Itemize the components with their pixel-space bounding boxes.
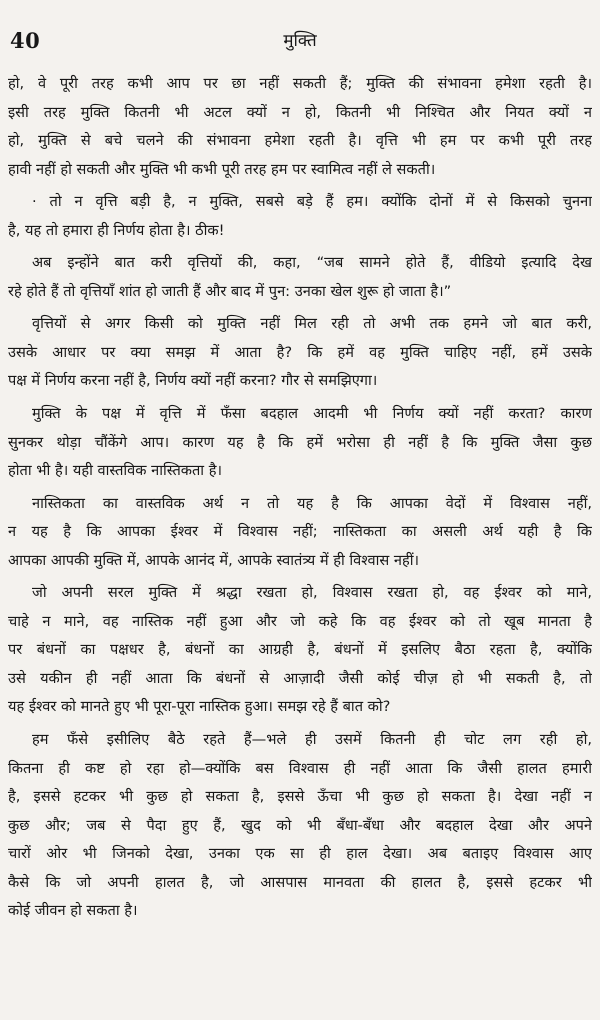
running-title: मुक्ति bbox=[283, 31, 317, 51]
page-number: 40 bbox=[10, 28, 41, 53]
text-line: मुक्ति के पक्ष में वृत्ति में फँसा बदहाल आदमी भी निर्णय क्यों नहीं करता? कारण bbox=[32, 405, 592, 423]
paragraph bbox=[8, 188, 592, 245]
text-line: पक्ष में निर्णय करना नहीं है, निर्णय क्यों नहीं करना? गौर से समझिएगा। bbox=[8, 372, 378, 390]
paragraph bbox=[8, 249, 592, 306]
text-line: उसके आधार पर क्या समझ में आता है? कि हमें वह मुक्ति चाहिए नहीं, हमें उसके bbox=[8, 343, 592, 361]
text-line: है, इससे हटकर भी कुछ हो सकता है, इससे ऊँचा भी कुछ हो सकता है। देखा नहीं न bbox=[8, 788, 592, 806]
text-line: यह ईश्वर को मानते हुए भी पूरा-पूरा नास्तिक हुआ। समझ रहे हैं बात को? bbox=[8, 698, 391, 716]
text-line: नास्तिकता का वास्तविक अर्थ न तो यह है कि आपका वेदों में विश्वास नहीं, bbox=[32, 494, 592, 512]
text-line: हो, वे पूरी तरह कभी आप पर छा नहीं सकती हैं; मुक्ति की संभावना हमेशा रहती है। bbox=[8, 75, 592, 92]
text-line: अब इन्होंने बात करी वृत्तियों की, कहा, “जब सामने होते हैं, वीडियो इत्यादि देख bbox=[32, 254, 592, 272]
text-line: हो, मुक्ति से बचे चलने की संभावना हमेशा रहती है। वृत्ति भी हम पर कभी पूरी तरह bbox=[8, 132, 592, 150]
body-text bbox=[8, 70, 592, 926]
paragraph bbox=[8, 726, 592, 926]
text-line: सुनकर थोड़ा चौंकेंगे आप। कारण यह है कि हमें भरोसा ही नहीं है कि मुक्ति जैसा कुछ bbox=[8, 433, 592, 451]
text-line: कुछ और; जब से पैदा हुए हैं, खुद को भी बँधा-बँधा और बदहाल देखा और अपने bbox=[8, 816, 592, 834]
text-line: है, यह तो हमारा ही निर्णय होता है। ठीक! bbox=[8, 221, 225, 239]
text-line: न यह है कि आपका ईश्वर में विश्वास नहीं; नास्तिकता का असली अर्थ यही है कि bbox=[8, 523, 592, 541]
paragraph bbox=[8, 400, 592, 486]
text-line: · तो न वृत्ति बड़ी है, न मुक्ति, सबसे बड़े हैं हम। क्योंकि दोनों में से किसको चुनना bbox=[32, 193, 592, 211]
text-line: हावी नहीं हो सकती और मुक्ति भी कभी पूरी तरह हम पर स्वामित्व नहीं ले सकती। bbox=[8, 160, 436, 178]
text-line: चारों ओर भी जिनको देखा, उनका एक सा ही हाल देखा। अब बताइए विश्वास आए bbox=[8, 845, 592, 863]
text-line: उसे यकीन ही नहीं आता कि बंधनों से आज़ादी जैसी कोई चीज़ हो भी सकती है, तो bbox=[8, 669, 592, 687]
text-line: जो अपनी सरल मुक्ति में श्रद्धा रखता हो, विश्वास रखता हो, वह ईश्वर को माने, bbox=[32, 584, 592, 602]
text-line: आपका आपकी मुक्ति में, आपके आनंद में, आपके स्वातंत्र्य में ही विश्वास नहीं। bbox=[8, 551, 420, 569]
text-line: पर बंधनों का पक्षधर है, बंधनों का आग्रही है, बंधनों में इसलिए बैठा रहता है, क्योंकि bbox=[8, 641, 592, 659]
text-line: हम फँसे इसीलिए बैठे रहते हैं—भले ही उसमें कितनी ही चोट लग रही हो, bbox=[32, 731, 592, 749]
text-line: चाहे न माने, वह नास्तिक नहीं हुआ और जो कहे कि वह ईश्वर को तो खूब मानता है bbox=[8, 612, 592, 630]
text-line: कोई जीवन हो सकता है। bbox=[8, 902, 138, 920]
paragraph bbox=[8, 490, 592, 576]
paragraph bbox=[8, 310, 592, 396]
text-line: कैसे कि जो अपनी हालत है, जो आसपास मानवता की हालत है, इससे हटकर भी bbox=[8, 873, 592, 891]
paragraph bbox=[8, 70, 592, 184]
page-header bbox=[0, 26, 600, 60]
text-line: कितना ही कष्ट हो रहा हो—क्योंकि बस विश्वास ही नहीं आता कि जैसी हालत हमारी bbox=[8, 759, 592, 777]
text-line: रहे होते हैं तो वृत्तियाँ शांत हो जाती हैं और बाद में पुन: उनका खेल शुरू हो जाता है।” bbox=[8, 282, 452, 300]
text-line: वृत्तियों से अगर किसी को मुक्ति नहीं मिल रही तो अभी तक हमने जो बात करी, bbox=[32, 315, 592, 333]
text-line: होता भी है। यही वास्तविक नास्तिकता है। bbox=[8, 462, 223, 480]
paragraph bbox=[8, 579, 592, 722]
text-line: इसी तरह मुक्ति कितनी भी अटल क्यों न हो, कितनी भी निश्चित और नियत क्यों न bbox=[8, 103, 592, 121]
